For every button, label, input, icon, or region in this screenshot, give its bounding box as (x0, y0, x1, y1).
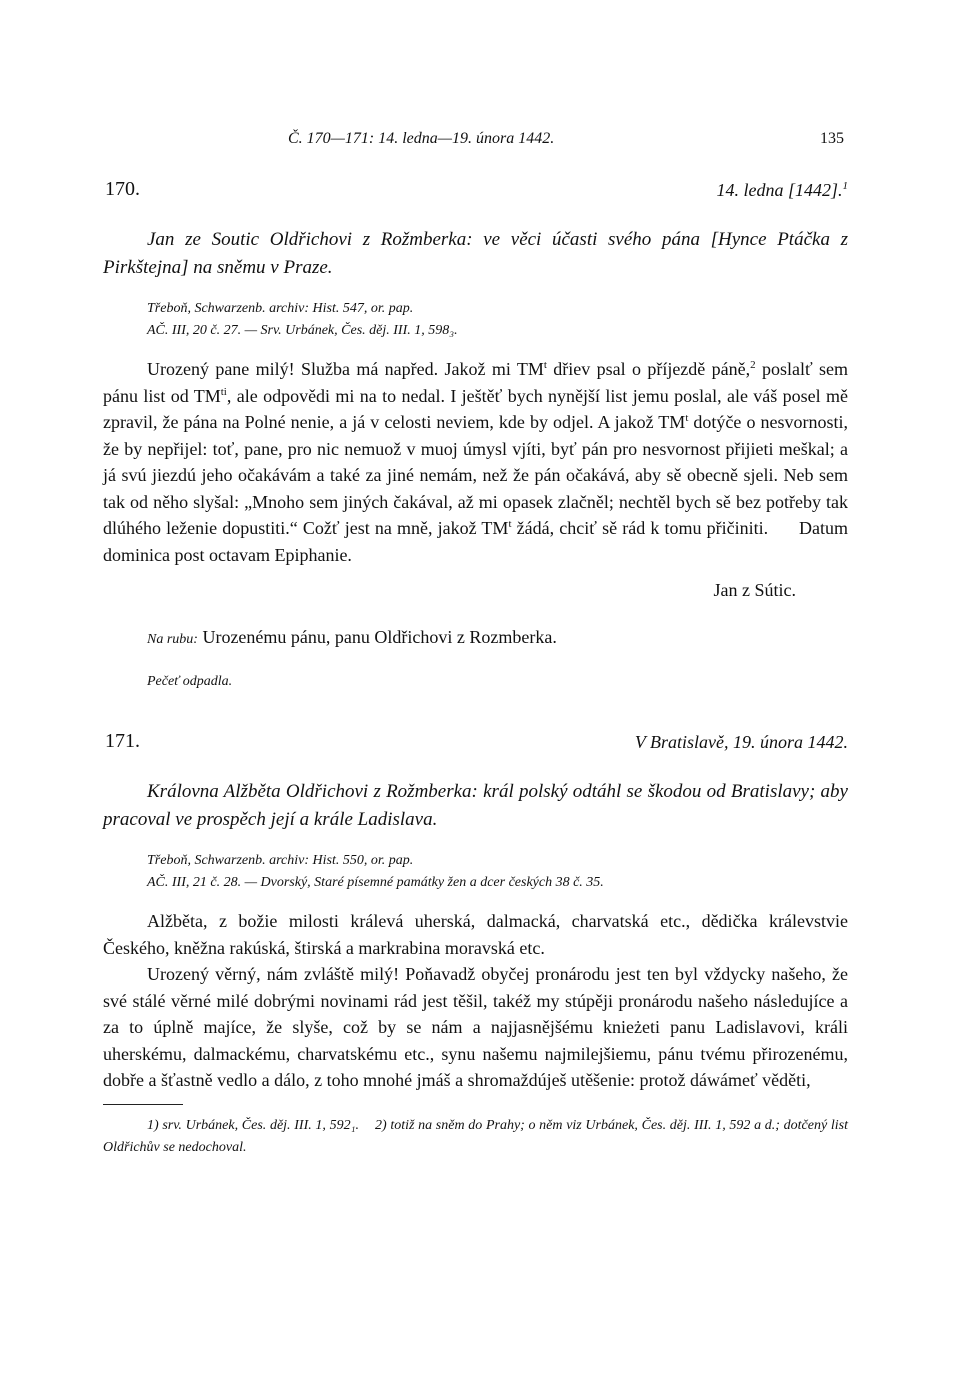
page (103, 130, 848, 1159)
running-head (103, 130, 848, 160)
doc-171-number: 171. (105, 730, 140, 752)
doc-171-narratio: Urozený věrný, nám zvláště milý! Poňavadž obyčej pronárodu jest ten byl vždycky našeho, že své stálé věrné milé dobrými novinami rád jest těšil, takéž my stúpěji pronárodu našeho následujíce a za to úplně majíce, že slyše, což by se nám a najjasnějšému knieżeti panu Ladislavovi, králi uherskému, dalmackému, charvatskému etc., synu našemu najmilejšiemu, pánu tvému přirozenému, dobře a šťastně vedlo a dálo, z toho mnohé jmáš a shromaždúješ utěšenie: protož dáwámeť věděti, (103, 964, 848, 1090)
doc-171-regest: Královna Alžběta Oldřichovi z Rožmberka: král polský odtáhl se škodou od Bratislavy; aby pracoval ve prospěch její a krále Ladislava. (103, 781, 848, 830)
doc-170-heading (103, 178, 848, 212)
running-head-title: Č. 170—171: 14. ledna—19. února 1442. (288, 130, 555, 147)
doc-170-sources (103, 298, 848, 342)
doc-170-date: 14. ledna [1442].$^1$ (716, 180, 848, 200)
verso-address: Urozenému pánu, panu Oldřichovi z Rozmberka. (202, 627, 557, 647)
doc-170-source-archive: Třeboň, Schwarzenb. archiv: Hist. 547, or. pap. (147, 301, 414, 316)
page-number: 135 (820, 130, 844, 147)
doc-171-intitulatio: Alžběta, z božie milosti králevá uherská, dalmacká, charvatská etc., dědička králevstvie Českého, kněžna rakúská, štirská a markrabina moravská etc. (103, 911, 848, 958)
doc-170-source-editions: AČ. III, 20 č. 27. — Srv. Urbánek, Čes. děj. III. 1, 598₃. (147, 323, 458, 338)
doc-170-seal-note: Pečeť odpadla. (147, 674, 233, 689)
footnote-2: 2) totiž na sněm do Prahy; o něm viz Urbánek, Čes. děj. III. 1, 592 a d.; dotčený list Oldřichův se nedochoval. (103, 1117, 848, 1155)
doc-170-datum: Datum dominica post octavam Epiphanie. (103, 518, 849, 565)
doc-171-sources (103, 850, 848, 894)
footnote-ref-1: 1 (842, 180, 848, 192)
doc-170-number: 170. (105, 178, 140, 200)
doc-170-regest: Jan ze Soutic Oldřichovi z Rožmberka: ve věci účasti svého pána [Hynce Ptáčka z Pirkštejna] na sněmu v Praze. (103, 229, 848, 278)
doc-171-text (103, 908, 848, 1094)
footnote-ref-2: 2 (750, 359, 756, 371)
verso-label: Na rubu: (147, 632, 198, 647)
doc-171-heading (103, 730, 848, 764)
footnote-1: 1) srv. Urbánek, Čes. děj. III. 1, 592₁. (147, 1117, 359, 1133)
doc-170-text: Urozený pane milý! Služba má napřed. Jakož mi $TM^t$ dřiev psal o příjezdě páně,$^2$ poslalť sem pánu list od $TM^{ti}$, ale odpovědi mi na to nedal. I ještěť bych nynější list jemu poslal, ale váš posel mě zpravil, že pána na Polné nenie, a já v celosti neviem, kde by odjel. A jakož $TM^t$ dotýče o nesvornosti, že by nepřijel: toť, pane, pro nic nemuož v muoj úmysl vjíti, byť pán pro nesvornost přijieti meškal; a já svú jiezdú jeho očakávám a také za jiné nemám, než že pán očakává, aby sě obecně sjeli. Neb sem tak od něho slyšal: „Mnoho sem jiných čakával, až mi opasek zlačněl; nechtěl bych sě bez potřeby tak dlúhého leženie dopustiti.“ Cožť jest na mně, jakož $TM^t$ žádá, chciť sě rád k tomu přičiniti. Datum dominica post octavam Epiphanie. (103, 359, 849, 565)
footnote-divider (103, 1104, 183, 1105)
doc-170-verso (103, 627, 848, 648)
doc-171-date: V Bratislavě, 19. února 1442. (634, 732, 848, 752)
footnotes (103, 1115, 848, 1159)
doc-171-source-editions: AČ. III, 21 č. 28. — Dvorský, Staré písemné památky žen a dcer českých 38 č. 35. (147, 875, 604, 890)
doc-170-signature: Jan z Sútic. (713, 580, 796, 600)
doc-171-source-archive: Třeboň, Schwarzenb. archiv: Hist. 550, or. pap. (147, 853, 414, 868)
